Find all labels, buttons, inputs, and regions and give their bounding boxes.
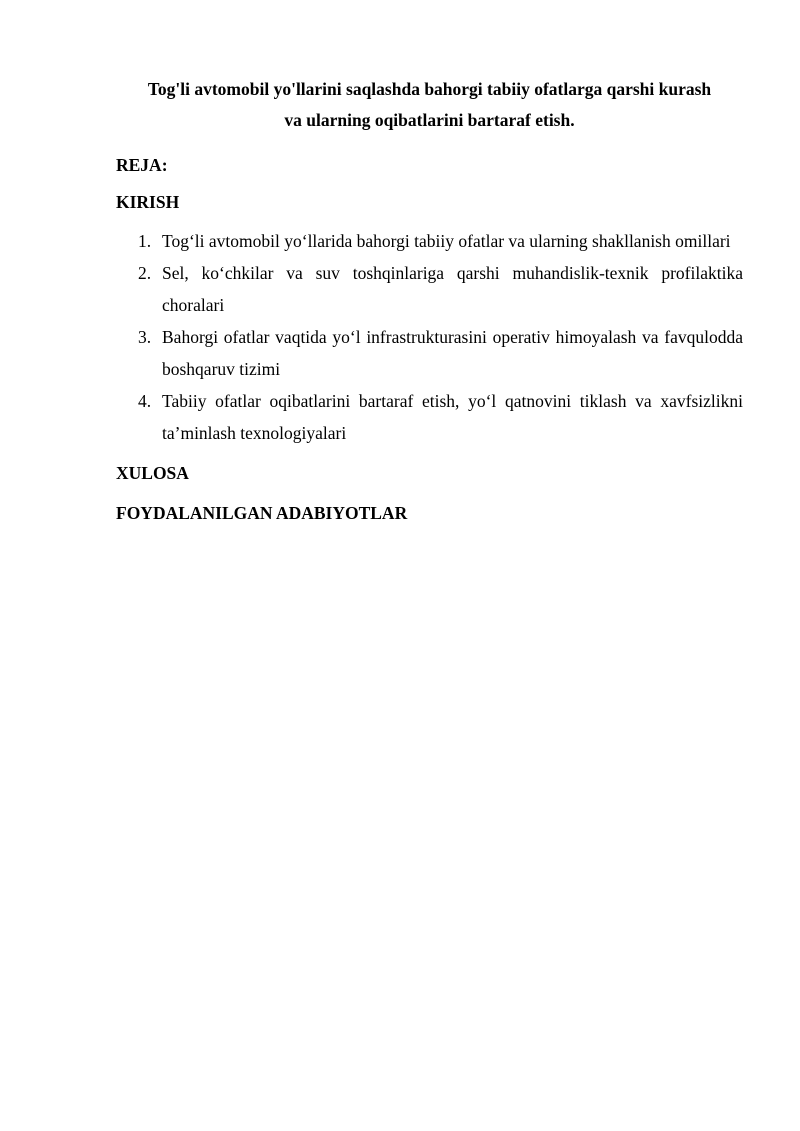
document-page [116, 74, 743, 525]
plan-item-2 [116, 257, 743, 321]
intro-heading: KIRISH [116, 192, 180, 212]
plan-list [116, 225, 743, 449]
conclusion-heading: XULOSA [116, 463, 189, 483]
plan-item-4 [116, 385, 743, 449]
plan-item-number: 3. [138, 327, 152, 347]
plan-item-text: Sel, ko‘chkilar va suv toshqinlariga qarshi muhandislik-texnik profilaktika choralari [162, 263, 743, 315]
document-title-line-2: va ularning oqibatlarini bartaraf etish. [284, 110, 575, 130]
plan-item-3 [116, 321, 743, 385]
plan-item-text: Tog‘li avtomobil yo‘llarida bahorgi tabiiy ofatlar va ularning shakllanish omillari [162, 231, 731, 251]
document-title-line-1: Tog'li avtomobil yo'llarini saqlashda bahorgi tabiiy ofatlarga qarshi kurash [147, 79, 712, 99]
plan-item-number: 2. [138, 263, 152, 283]
document-title [116, 74, 743, 136]
plan-heading: REJA: [116, 155, 168, 175]
plan-item-number: 4. [138, 391, 152, 411]
plan-item-number: 1. [138, 231, 152, 251]
references-heading: FOYDALANILGAN ADABIYOTLAR [116, 503, 408, 523]
plan-item-1 [116, 225, 743, 257]
plan-item-text: Bahorgi ofatlar vaqtida yo‘l infrastrukturasini operativ himoyalash va favqulodda boshqaruv tizimi [162, 327, 743, 379]
plan-item-text: Tabiiy ofatlar oqibatlarini bartaraf etish, yo‘l qatnovini tiklash va xavfsizlikni ta’minlash texnologiyalari [162, 391, 743, 443]
